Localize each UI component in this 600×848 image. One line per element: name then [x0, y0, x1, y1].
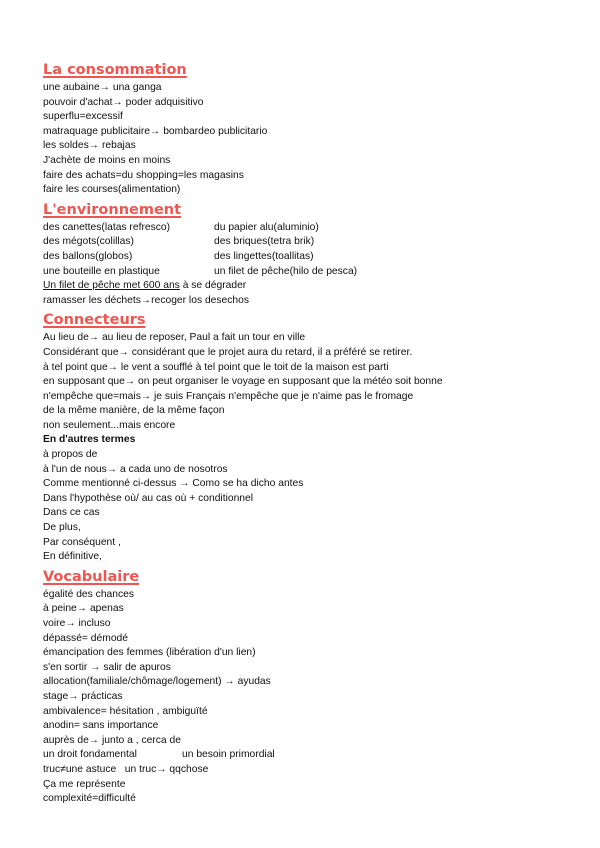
list-item: matraquage publicitaire→ bombardeo publicitario: [43, 125, 268, 137]
left-item: un droit fondamental: [43, 749, 137, 761]
list-item: Ça me représente: [43, 778, 126, 790]
underlined-text: Un filet de pêche: [43, 280, 121, 292]
filet-sentence: [43, 279, 563, 294]
list-item: Au lieu de→ au lieu de reposer, Paul a fait un tour en ville: [43, 332, 306, 344]
list-item: à tel point que→ le vent a soufflé à tel point que le toit de la maison est parti: [43, 361, 389, 373]
right-item: des lingettes(toallitas): [214, 250, 314, 262]
list-item: les soldes→ rebajas: [43, 140, 136, 152]
list-item: Dans l'hypothèse où/ au cas où + conditionnel: [43, 492, 254, 504]
list-vocabulaire: [43, 588, 563, 807]
list-item: faire des achats=du shopping=les magasins: [43, 169, 244, 181]
right-item: du papier alu(aluminio): [214, 221, 319, 233]
list-item: non seulement...mais encore: [43, 419, 176, 431]
list-item: à peine→ apenas: [43, 603, 124, 615]
list-item: Dans ce cas: [43, 507, 100, 519]
list-environnement: [43, 221, 563, 309]
list-item: faire les courses(alimentation): [43, 184, 181, 196]
two-column-row: [43, 235, 563, 250]
list-connecteurs: [43, 331, 563, 565]
list-item: allocation(familiale/chômage/logement) → ayudas: [43, 676, 271, 688]
list-item: ambivalence= hésitation , ambiguïté: [43, 705, 208, 717]
right-item: un filet de pêche(hilo de pesca): [214, 265, 358, 277]
heading-environnement: L'environnement: [43, 201, 182, 218]
list-item: truc≠une astuce un truc→ qqchose: [43, 763, 209, 775]
list-item: stage→ prácticas: [43, 690, 123, 702]
list-item: Par conséquent ,: [43, 536, 121, 548]
list-consommation: [43, 81, 563, 198]
text: à se dégrader: [179, 280, 247, 292]
list-item: pouvoir d'achat→ poder adquisitivo: [43, 96, 204, 108]
document-page: [43, 58, 563, 807]
list-item: ramasser les déchets→recoger los desechos: [43, 294, 250, 306]
left-item: des canettes(latas refresco): [43, 221, 171, 233]
heading-vocabulaire: Vocabulaire: [43, 568, 140, 585]
right-item: des briques(tetra brik): [214, 236, 315, 248]
two-column-row: [43, 221, 563, 236]
left-item: des ballons(globos): [43, 250, 133, 262]
list-item: Comme mentionné ci-dessus → Como se ha dicho antes: [43, 478, 304, 490]
list-item: à propos de: [43, 449, 98, 461]
two-column-row: [43, 265, 563, 280]
list-item: En définitive,: [43, 551, 102, 563]
list-item: De plus,: [43, 522, 81, 534]
left-item: une bouteille en plastique: [43, 265, 160, 277]
list-item: J'achète de moins en moins: [43, 154, 171, 166]
list-item: de la même manière, de la même façon: [43, 405, 225, 417]
heading-consommation: La consommation: [43, 62, 187, 78]
list-item: dépassé= démodé: [43, 632, 129, 644]
list-item: s'en sortir → salir de apuros: [43, 661, 171, 673]
heading-connecteurs: Connecteurs: [43, 312, 146, 329]
list-item: Considérant que→ considérant que le projet aura du retard, il a préféré se retirer.: [43, 346, 413, 358]
right-item: un besoin primordial: [182, 749, 275, 761]
list-item: superflu=excessif: [43, 111, 123, 123]
list-item: auprès de→ junto a , cerca de: [43, 734, 181, 746]
list-item: une aubaine→ una ganga: [43, 82, 162, 93]
left-item: des mégots(colillas): [43, 236, 134, 248]
list-item: complexité=difficulté: [43, 793, 136, 805]
two-column-row: [43, 250, 563, 265]
list-item: en supposant que→ on peut organiser le voyage en supposant que la météo soit bonne: [43, 376, 443, 388]
list-item: égalité des chances: [43, 588, 135, 600]
list-item: voire→ incluso: [43, 618, 111, 629]
list-item: n'empêche que=mais→ je suis Français n'empêche que je n'aime pas le fromage: [43, 390, 414, 402]
bold-list-item: En d'autres termes: [43, 434, 136, 446]
underlined-text: 600 ans: [140, 280, 180, 292]
two-column-row: [43, 748, 563, 763]
list-item: à l'un de nous→ a cada uno de nosotros: [43, 463, 228, 475]
list-item: émancipation des femmes (libération d'un lien): [43, 647, 256, 659]
list-item: anodin= sans importance: [43, 720, 159, 732]
text: met: [120, 280, 141, 292]
